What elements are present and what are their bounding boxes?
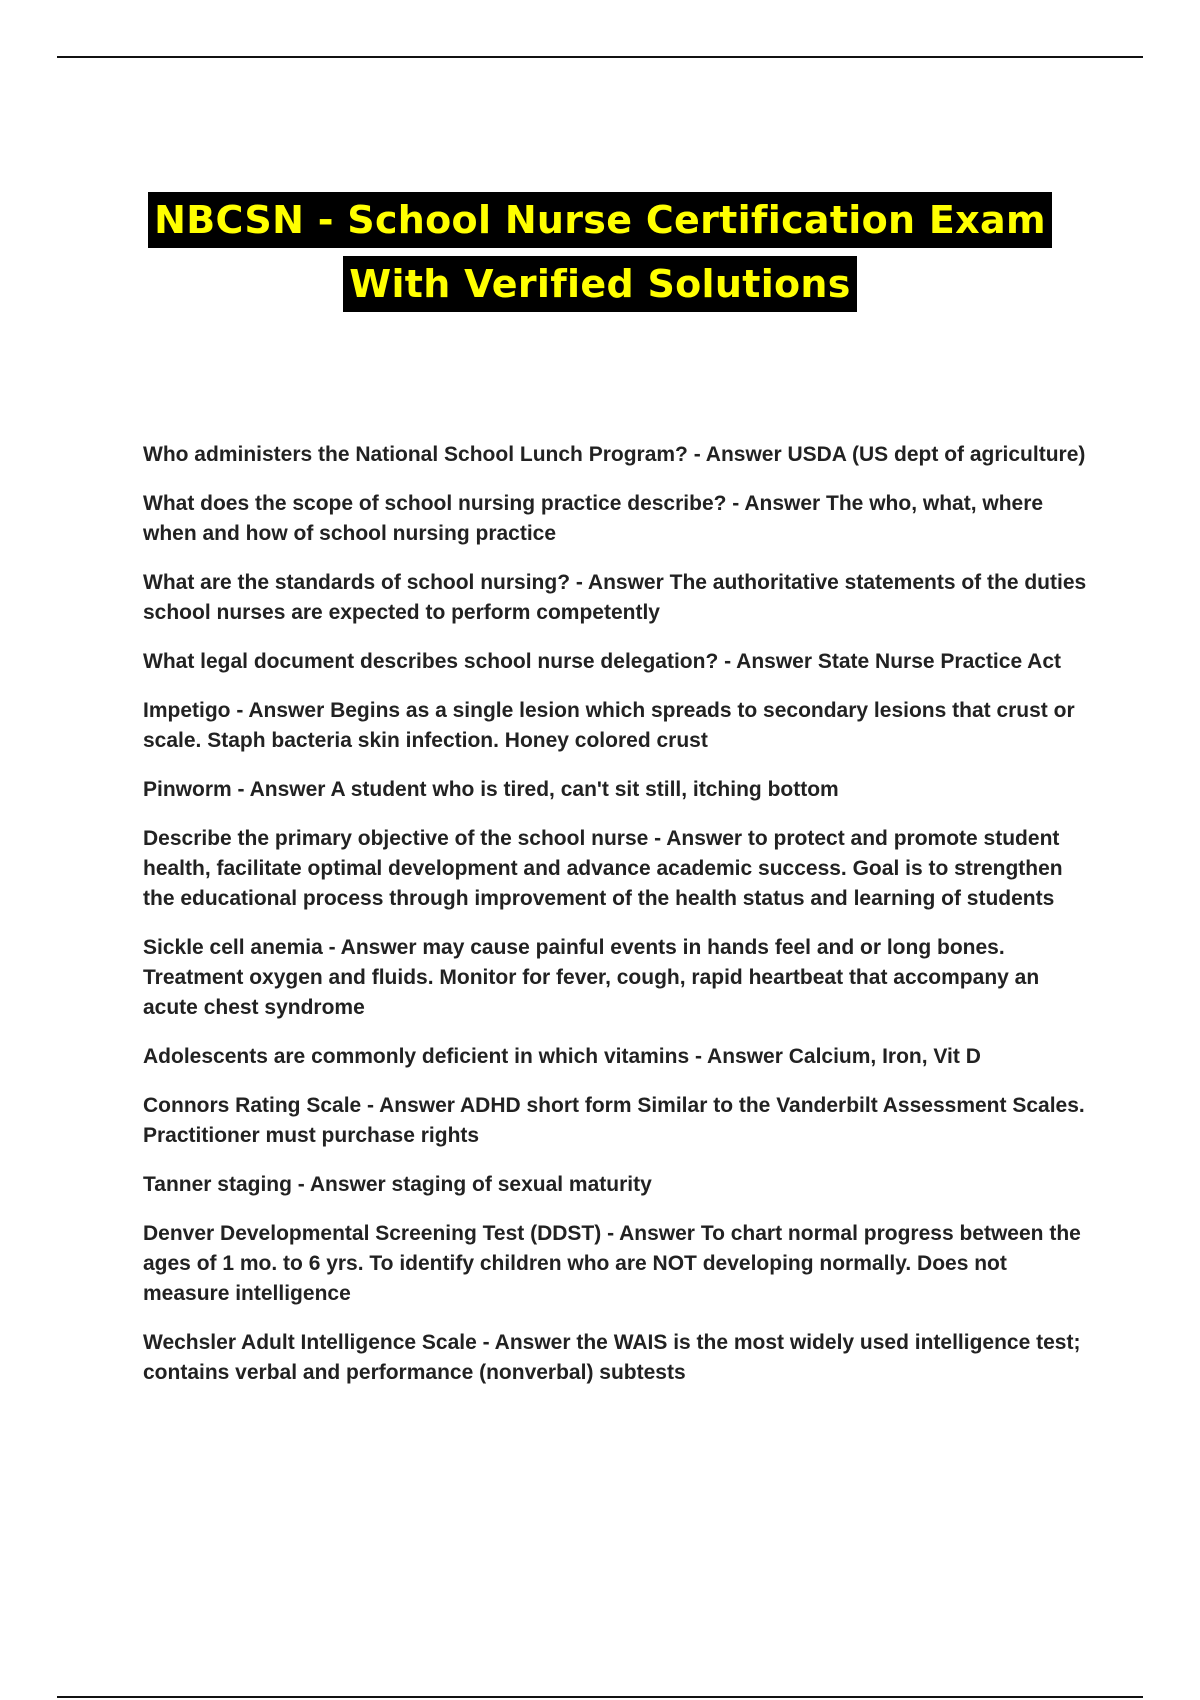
top-rule (57, 56, 1143, 58)
answer-separator: - Answer (570, 571, 670, 594)
qa-item (143, 489, 1093, 549)
answer-separator: - Answer (687, 443, 788, 466)
qa-item (143, 647, 1093, 677)
qa-question: Adolescents are commonly deficient in which vitamins (143, 1045, 690, 1068)
qa-item (143, 1219, 1093, 1309)
qa-question: Pinworm (143, 778, 232, 801)
qa-answer: ADHD short form Similar to the Vanderbilt Assessment Scales. Practitioner must purchase rights (143, 1094, 1085, 1147)
qa-item (143, 775, 1093, 805)
qa-question: Impetigo (143, 699, 231, 722)
answer-separator: - Answer (648, 827, 748, 850)
qa-question: Wechsler Adult Intelligence Scale (143, 1331, 477, 1354)
qa-answer: Calcium, Iron, Vit D (788, 1045, 981, 1068)
answer-separator: - Answer (718, 650, 818, 673)
qa-question: Denver Developmental Screening Test (DDST) (143, 1222, 602, 1245)
answer-separator: - Answer (689, 1045, 789, 1068)
qa-item (143, 824, 1093, 914)
qa-question: Sickle cell anemia (143, 936, 323, 959)
document-title (0, 192, 1200, 312)
qa-answer: may cause painful events in hands feel and or long bones. Treatment oxygen and fluids. Monitor for fever, cough, rapid heartbeat that accompany an acute chest syndrome (143, 936, 1040, 1019)
answer-separator: - Answer (291, 1173, 392, 1196)
qa-item (143, 696, 1093, 756)
qa-item (143, 1328, 1093, 1388)
qa-question: Tanner staging (143, 1173, 292, 1196)
answer-separator: - Answer (601, 1222, 701, 1245)
qa-answer: A student who is tired, can't sit still, itching bottom (330, 778, 839, 801)
qa-answer: to protect and promote student health, facilitate optimal development and advance academic success. Goal is to strengthen the educational process through improvement of the health status and learning of students (143, 827, 1063, 910)
qa-answer: staging of sexual maturity (391, 1173, 652, 1196)
title-line-1: NBCSN - School Nurse Certification Exam (148, 192, 1052, 248)
qa-item (143, 440, 1093, 470)
qa-answer: The who, what, where when and how of school nursing practice (143, 492, 1044, 545)
qa-question: Describe the primary objective of the school nurse (143, 827, 649, 850)
qa-item (143, 1091, 1093, 1151)
qa-item (143, 1170, 1093, 1200)
qa-item (143, 568, 1093, 628)
answer-separator: - Answer (231, 778, 331, 801)
answer-separator: - Answer (726, 492, 827, 515)
qa-question: What does the scope of school nursing practice describe? (143, 492, 727, 515)
qa-answer: The authoritative statements of the duties school nurses are expected to perform competently (143, 571, 1087, 624)
answer-separator: - Answer (322, 936, 423, 959)
qa-item (143, 933, 1093, 1023)
qa-question: What legal document describes school nurse delegation? (143, 650, 719, 673)
qa-question: Who administers the National School Lunch Program? (143, 443, 688, 466)
qa-answer: State Nurse Practice Act (817, 650, 1062, 673)
title-line-2: With Verified Solutions (343, 256, 856, 312)
answer-separator: - Answer (361, 1094, 460, 1117)
bottom-rule (57, 1696, 1143, 1698)
answer-separator: - Answer (230, 699, 331, 722)
qa-answer: the WAIS is the most widely used intelligence test; contains verbal and performance (nonverbal) subtests (143, 1331, 1081, 1384)
qa-question: What are the standards of school nursing? (143, 571, 571, 594)
qa-item (143, 1042, 1093, 1072)
answer-separator: - Answer (476, 1331, 577, 1354)
qa-answer: To chart normal progress between the ages of 1 mo. to 6 yrs. To identify children who are NOT developing normally. Does not measure intelligence (143, 1222, 1081, 1305)
qa-list (143, 440, 1093, 1407)
qa-question: Connors Rating Scale (143, 1094, 362, 1117)
qa-answer: Begins as a single lesion which spreads to secondary lesions that crust or scale. Staph bacteria skin infection. Honey colored crust (143, 699, 1075, 752)
qa-answer: USDA (US dept of agriculture) (787, 443, 1086, 466)
